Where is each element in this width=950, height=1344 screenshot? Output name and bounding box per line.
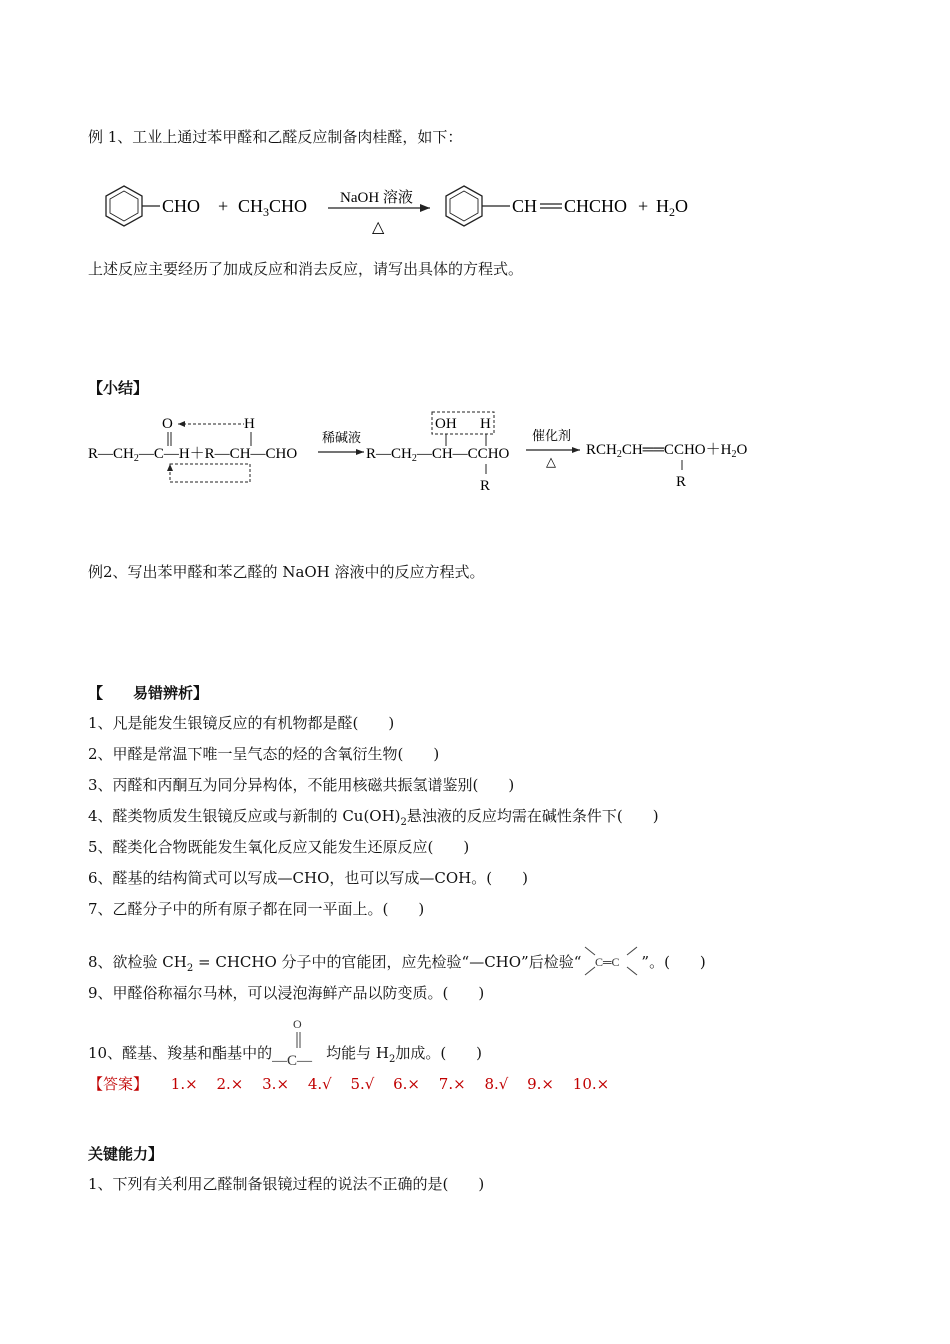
benzene-ring-icon — [106, 186, 160, 226]
scheme-part3: $R—CH_2—CH—CCHO$ — [366, 446, 510, 464]
example1-question: 例 1、工业上通过苯甲醛和乙醛反应制备肉桂醛，如下： — [88, 128, 463, 146]
condition-naoh: NaOH 溶液 — [340, 190, 413, 206]
example2-question: 例2、写出苯甲醛和苯乙醛的 NaOH 溶液中的反应方程式。 — [88, 563, 485, 581]
scheme-part5: $RCH_2CH══CCHO+H_2O$ — [586, 442, 748, 460]
oxygen-label: O — [162, 416, 173, 432]
errors-title: 【 易错辨析】 — [88, 684, 209, 702]
answer-item: 2.× — [216, 1075, 244, 1093]
hydroxyl-label: OH — [435, 416, 457, 432]
alkene-double-bond-icon — [581, 953, 641, 973]
answer-item: 4.√ — [307, 1075, 332, 1093]
hydrogen-label-2: H — [480, 416, 491, 432]
error-item-4: 4、醛类物质发生银镜反应或与新制的 $Cu(OH)_2$悬浊液的反应均需在碱性条件下( ) — [88, 807, 659, 828]
key-ability-title: 关键能力】 — [88, 1145, 164, 1163]
answer-item: 1.× — [170, 1075, 198, 1093]
product2: $H_2O$ — [656, 196, 688, 219]
svg-text:—C—: —C— — [272, 1053, 313, 1069]
product1: CH — [512, 196, 538, 216]
svg-text:O: O — [293, 1017, 302, 1031]
reactant1-group: CHO — [162, 196, 201, 216]
answer-item: 5.√ — [350, 1075, 375, 1093]
condition-dilute-base: 稀碱液 — [322, 430, 362, 445]
answer-item: 7.× — [438, 1075, 466, 1093]
example1-reaction-scheme — [100, 180, 720, 240]
r-group-label: R — [480, 478, 491, 494]
error-item-2: 2、甲醛是常温下唯一呈气态的烃的含氧衍生物( ) — [88, 745, 440, 763]
key-ability-question-1: 1、下列有关利用乙醛制备银镜过程的说法不正确的是( ) — [88, 1175, 485, 1193]
benzene-ring-icon — [446, 186, 510, 226]
plus-sign: + — [218, 196, 229, 216]
error-item-6: 6、醛基的结构简式可以写成—CHO，也可以写成—COH。( ) — [88, 869, 528, 887]
error-item-8: 8、欲检验 $CH_2$ = CHCHO 分子中的官能团，应先检验“—CHO”后检验“ C═C ”。( ) — [88, 952, 706, 979]
condition-heat-2: △ — [546, 454, 556, 469]
error-item-7: 7、乙醛分子中的所有原子都在同一平面上。( ) — [88, 900, 425, 918]
example1-followup: 上述反应主要经历了加成反应和消去反应，请写出具体的方程式。 — [88, 260, 524, 278]
summary-title: 【小结】 — [88, 379, 149, 397]
product1-tail: CHCHO — [564, 196, 628, 216]
scheme-part1: $R—CH_2—C—H+R—CH—CHO$ — [88, 446, 298, 464]
error-item-9: 9、甲醛俗称福尔马林，可以浸泡海鲜产品以防变质。( ) — [88, 984, 485, 1002]
error-item-10: 10、醛基、羧基和酯基中的 O —C— 均能与 $H_2$加成。( ) — [88, 1017, 483, 1069]
answers-line — [88, 1074, 623, 1094]
carbonyl-group-icon — [272, 1017, 326, 1070]
r-group-label-2: R — [676, 474, 687, 490]
hydrogen-label: H — [244, 416, 255, 432]
answer-item: 9.× — [527, 1075, 555, 1093]
answer-item: 10.× — [572, 1075, 610, 1093]
answer-item: 3.× — [262, 1075, 290, 1093]
condition-catalyst: 催化剂 — [532, 428, 572, 443]
summary-reaction-scheme — [86, 410, 796, 500]
error-item-5: 5、醛类化合物既能发生氧化反应又能发生还原反应( ) — [88, 838, 470, 856]
answers-label: 【答案】 — [88, 1075, 149, 1093]
svg-text:C═C: C═C — [595, 955, 620, 969]
answer-item: 8.√ — [484, 1075, 509, 1093]
error-item-3: 3、丙醛和丙酮互为同分异构体，不能用核磁共振氢谱鉴别( ) — [88, 776, 515, 794]
answer-item: 6.× — [393, 1075, 421, 1093]
condition-heat: △ — [372, 219, 385, 236]
plus-sign: + — [638, 196, 649, 216]
reactant2: $CH_3CHO$ — [238, 196, 308, 219]
error-item-1: 1、凡是能发生银镜反应的有机物都是醛( ) — [88, 714, 395, 732]
